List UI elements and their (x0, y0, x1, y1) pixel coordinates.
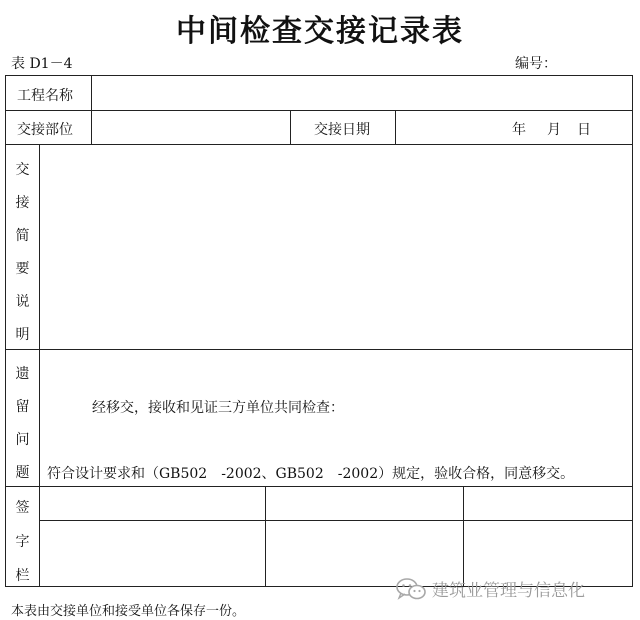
sign-column-divider (265, 486, 266, 586)
issues-label-char: 留 (15, 399, 30, 415)
date-month-label: 月 (547, 122, 561, 138)
number-label: 编号： (515, 56, 557, 72)
form-code: 表 D1－4 (11, 56, 73, 72)
date-year-label: 年 (512, 122, 526, 138)
sign-row-divider (39, 520, 632, 521)
sign-label-char: 栏 (15, 568, 30, 584)
sign-label (6, 486, 39, 586)
summary-label-char: 说 (15, 294, 30, 310)
sign-column-divider (463, 486, 464, 586)
handover-part-label: 交接部位 (17, 122, 73, 138)
watermark (396, 576, 585, 601)
summary-label-char: 接 (15, 195, 30, 211)
project-name-label: 工程名称 (17, 88, 73, 104)
date-label-left-divider (290, 110, 291, 144)
issues-label-char: 问 (15, 432, 30, 448)
handover-record-table (5, 75, 633, 587)
summary-label-char: 简 (15, 228, 30, 244)
watermark-text: 建筑业管理与信息化 (432, 581, 585, 601)
summary-label-char: 交 (15, 162, 30, 178)
issues-label-char: 遗 (15, 366, 30, 382)
label-column-divider (91, 76, 92, 144)
date-label-right-divider (395, 110, 396, 144)
row-divider (6, 110, 632, 111)
summary-label (6, 144, 39, 349)
handover-date-label: 交接日期 (314, 122, 370, 138)
summary-label-char: 要 (15, 261, 30, 277)
issues-label (6, 349, 39, 486)
summary-label-char: 明 (15, 327, 30, 343)
wechat-icon (396, 577, 426, 601)
row-divider (6, 349, 632, 350)
vertical-label-divider (39, 144, 40, 586)
issues-text-line-2: 符合设计要求和（GB502 -2002、GB502 -2002）规定，验收合格，同意移交。 (47, 466, 575, 482)
row-divider (6, 486, 632, 487)
sign-label-char: 字 (15, 534, 30, 550)
issues-label-char: 题 (15, 465, 30, 481)
row-divider (6, 144, 632, 145)
issues-text-line-1: 经移交，接收和见证三方单位共同检查： (92, 400, 344, 416)
footnote: 本表由交接单位和接受单位各保存一份。 (11, 604, 246, 619)
page-title: 中间检查交接记录表 (176, 14, 464, 49)
sign-label-char: 签 (15, 500, 30, 516)
date-day-label: 日 (577, 122, 591, 138)
